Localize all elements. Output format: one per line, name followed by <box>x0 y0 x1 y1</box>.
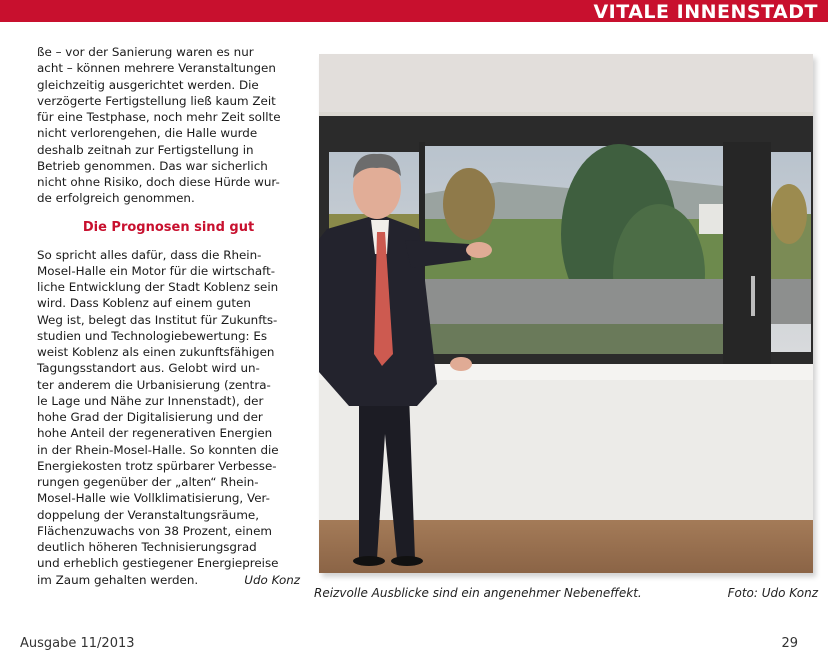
article-subheading: Die Prognosen sind gut <box>82 219 255 235</box>
text-line: ter anderem die Urbanisierung (zentra- <box>37 377 271 392</box>
text-line: Betrieb genommen. Das war sicherlich <box>37 158 268 173</box>
text-line: nicht verlorengehen, die Halle wurde <box>37 126 258 141</box>
text-line: weist Koblenz als einen zukunftsfähigen <box>37 345 275 359</box>
photo-caption-row <box>314 586 818 600</box>
text-line: liche Entwicklung der Stadt Koblenz sein <box>37 280 279 294</box>
text-line: ße – vor der Sanierung waren es nur <box>37 45 254 59</box>
text-line: nicht ohne Risiko, doch diese Hürde wur- <box>37 175 280 189</box>
text-line: Mosel-Halle wie Vollklimatisierung, Ver- <box>37 491 270 506</box>
paragraph-2 <box>37 247 300 588</box>
last-line <box>37 572 300 588</box>
text-line: im Zaum gehalten werden. <box>37 572 199 587</box>
text-line: Tagungsstandort aus. Gelobt wird un- <box>37 361 260 376</box>
text-line: wird. Dass Koblenz auf einem guten <box>37 296 251 311</box>
article-column <box>37 44 300 588</box>
text-line: Mosel-Halle ein Motor für die wirtschaft- <box>37 263 276 278</box>
text-line: Flächenzuwachs von 38 Prozent, einem <box>37 523 272 538</box>
text-line: deshalb zeitnah zur Fertigstellung in <box>37 142 254 157</box>
text-line: le Lage und Nähe zur Innenstadt), der <box>37 393 264 408</box>
photo-credit: Foto: Udo Konz <box>727 586 818 600</box>
text-line: Weg ist, belegt das Institut für Zukunfts- <box>37 312 278 327</box>
text-line: acht – können mehrere Veranstaltungen <box>37 61 276 76</box>
text-line: und erheblich gestiegener Energiepreise <box>37 556 279 571</box>
text-line: hohe Grad der Digitalisierung und der <box>37 410 263 424</box>
text-line: studien und Technologiebewertung: Es <box>37 328 268 343</box>
text-line: Energiekosten trotz spürbarer Verbesse- <box>37 458 277 473</box>
issue-label: Ausgabe 11/2013 <box>20 636 135 651</box>
article-photo <box>319 54 813 573</box>
article-author: Udo Konz <box>244 572 300 587</box>
text-line: für eine Testphase, noch mehr Zeit sollte <box>37 110 281 124</box>
text-line: in der Rhein-Mosel-Halle. So konnten die <box>37 442 279 457</box>
section-title: VITALE INNENSTADT <box>593 1 818 23</box>
text-line: So spricht alles dafür, dass die Rhein- <box>37 247 262 262</box>
page-number: 29 <box>781 636 798 651</box>
photo-caption: Reizvolle Ausblicke sind ein angenehmer Nebeneffekt. <box>314 586 642 600</box>
text-line: rungen gegenüber der „alten“ Rhein- <box>37 475 259 489</box>
text-line: doppelung der Veranstaltungsräume, <box>37 507 260 522</box>
text-line: de erfolgreich genommen. <box>37 191 195 206</box>
text-line: deutlich höheren Technisierungsgrad <box>37 540 257 554</box>
text-line: verzögerte Fertigstellung ließ kaum Zeit <box>37 93 276 108</box>
text-line: hohe Anteil der regenerativen Energien <box>37 426 273 441</box>
paragraph-1 <box>37 44 300 207</box>
text-line: gleichzeitig ausgerichtet werden. Die <box>37 77 259 92</box>
